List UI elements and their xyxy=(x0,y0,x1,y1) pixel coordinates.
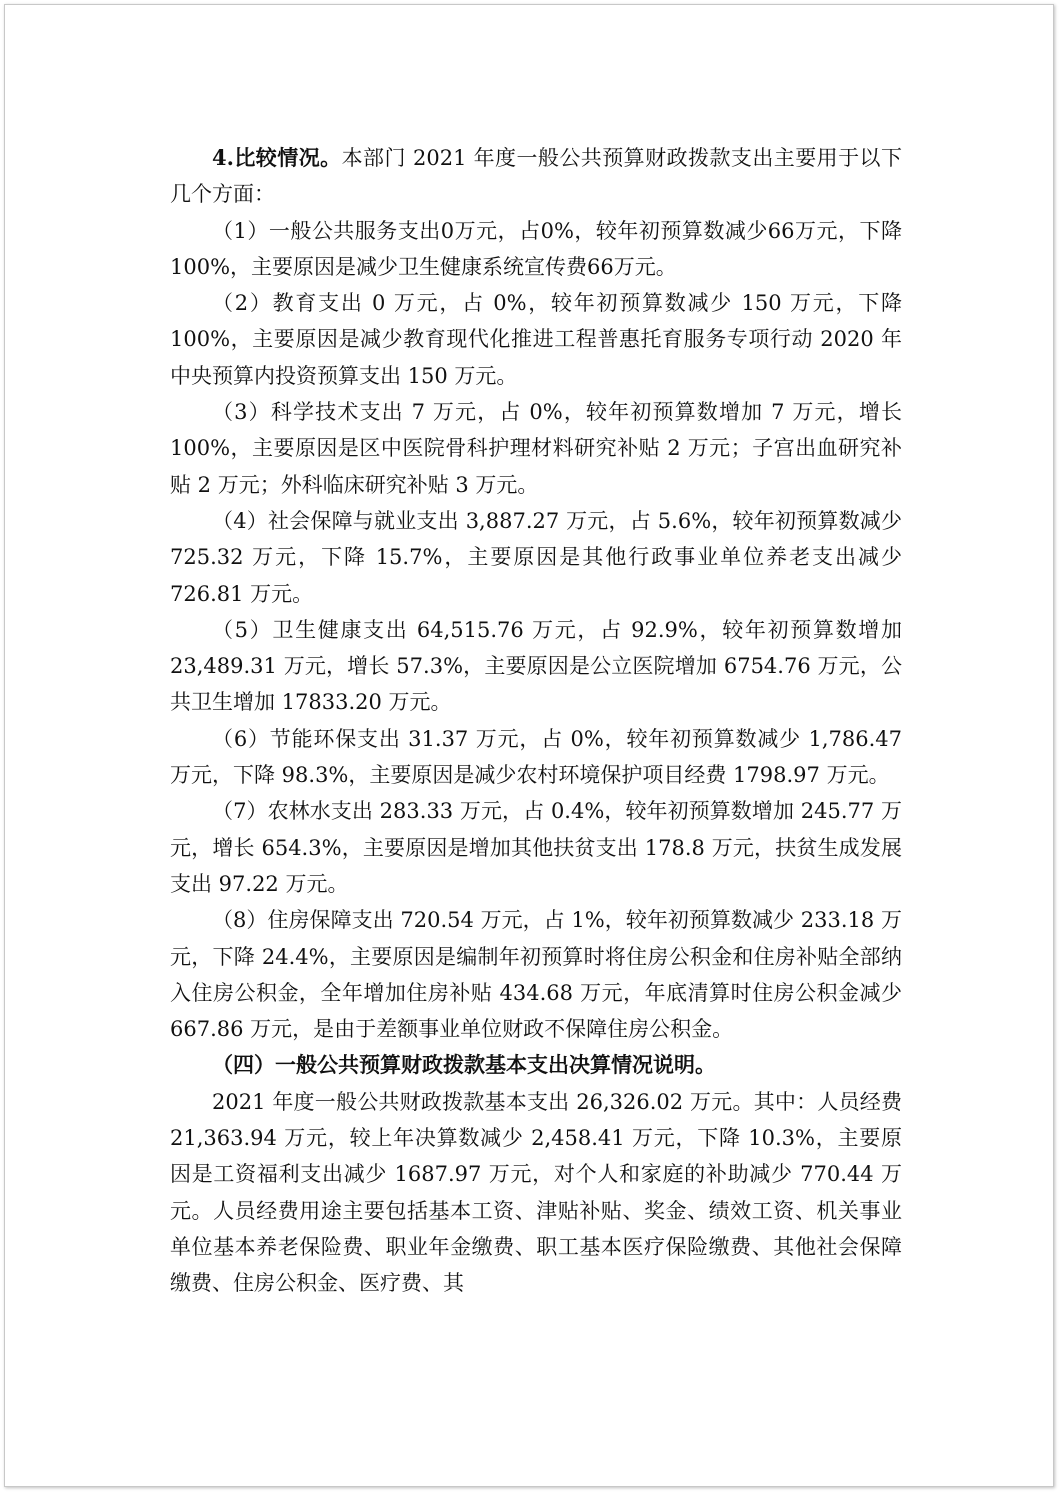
section-heading-basic-expenditure: （四）一般公共预算财政拨款基本支出决算情况说明。 xyxy=(212,1052,716,1078)
document-page xyxy=(4,4,1054,1487)
section-label-comparison: 4.比较情况。 xyxy=(212,145,342,170)
paragraph-health: （5）卫生健康支出 64,515.76 万元，占 92.9%，较年初预算数增加 23,489.31 万元，增长 57.3%，主要原因是公立医院增加 6754.76 万元，公共卫生增加 17833.20 万元。 xyxy=(170,617,902,715)
paragraph-education: （2）教育支出 0 万元，占 0%，较年初预算数减少 150 万元，下降 100%，主要原因是减少教育现代化推进工程普惠托育服务专项行动 2020 年中央预算内投资预算支出 150 万元。 xyxy=(170,291,902,388)
paragraph-housing: （8）住房保障支出 720.54 万元，占 1%，较年初预算数减少 233.18 万元，下降 24.4%，主要原因是编制年初预算时将住房公积金和住房补贴全部纳入住房公积金，全年增加住房补贴 434.68 万元，年底清算时住房公积金减少 667.86 万元，是由于差额事业单位财政不保障住房公积金。 xyxy=(170,908,902,1042)
paragraph-science-technology: （3）科学技术支出 7 万元，占 0%，较年初预算数增加 7 万元，增长 100%，主要原因是区中医院骨科护理材料研究补贴 2 万元；子宫出血研究补贴 2 万元；外科临床研究补贴 3 万元。 xyxy=(170,400,902,497)
document-body xyxy=(170,140,902,1302)
paragraph-comparison-intro xyxy=(170,140,902,213)
paragraph-environmental: （6）节能环保支出 31.37 万元，占 0%，较年初预算数减少 1,786.47 万元，下降 98.3%，主要原因是减少农村环境保护项目经费 1798.97 万元。 xyxy=(170,726,902,788)
paragraph-basic-expenditure: 2021 年度一般公共财政拨款基本支出 26,326.02 万元。其中：人员经费 21,363.94 万元，较上年决算数减少 2,458.41 万元，下降 10.3%，主要原因是工资福利支出减少 1687.97 万元，对个人和家庭的补助减少 770.44 万元。人员经费用途主要包括基本工资、津贴补贴、奖金、绩效工资、机关事业单位基本养老保险费、职业年金缴费、职工基本医疗保险缴费、其他社会保障缴费、住房公积金、医疗费、其 xyxy=(170,1089,902,1296)
paragraph-general-public-services: （1）一般公共服务支出0万元，占0%，较年初预算数减少66万元，下降100%，主要原因是减少卫生健康系统宣传费66万元。 xyxy=(170,218,902,279)
paragraph-agriculture: （7）农林水支出 283.33 万元，占 0.4%，较年初预算数增加 245.77 万元，增长 654.3%，主要原因是增加其他扶贫支出 178.8 万元，扶贫生成发展支出 97.22 万元。 xyxy=(170,799,902,896)
paragraph-social-security: （4）社会保障与就业支出 3,887.27 万元，占 5.6%，较年初预算数减少 725.32 万元，下降 15.7%，主要原因是其他行政事业单位养老支出减少 726.81 万元。 xyxy=(170,508,902,606)
paragraph-text: 本部门 2021 年度一般公共预算财政拨款支出主要用于以下几个方面： xyxy=(170,146,902,207)
